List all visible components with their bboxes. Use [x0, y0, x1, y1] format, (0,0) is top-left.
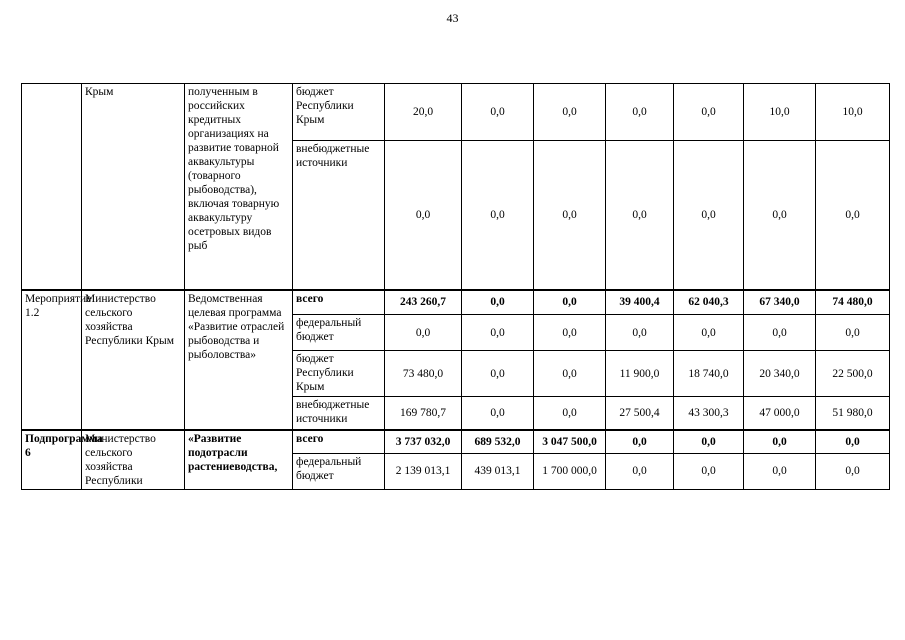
cell-value: 0,0	[816, 141, 890, 290]
cell-value: 0,0	[606, 315, 674, 351]
cell-value: 0,0	[534, 315, 606, 351]
cell-value: 0,0	[674, 315, 744, 351]
cell-value: 20,0	[385, 84, 462, 141]
cell-source: бюджет Республики Крым	[293, 84, 385, 141]
cell-value: 18 740,0	[674, 351, 744, 397]
cell-value: 439 013,1	[462, 454, 534, 489]
cell-source: всего	[293, 430, 385, 454]
page-number: 43	[446, 11, 459, 25]
cell-value: 0,0	[606, 141, 674, 290]
cell-value: 0,0	[534, 84, 606, 141]
cell-value: 689 532,0	[462, 430, 534, 454]
cell-value: 169 780,7	[385, 397, 462, 430]
cell-value: 0,0	[674, 84, 744, 141]
cell-value: 2 139 013,1	[385, 454, 462, 489]
cell-value: 0,0	[534, 141, 606, 290]
cell-value: 0,0	[606, 84, 674, 141]
cell-code: Мероприятие 1.2	[22, 290, 82, 430]
cell-value: 0,0	[816, 430, 890, 454]
cell-value: 0,0	[462, 84, 534, 141]
cell-value: 243 260,7	[385, 290, 462, 315]
cell-value: 62 040,3	[674, 290, 744, 315]
table-row	[22, 290, 890, 315]
budget-table	[21, 83, 890, 490]
cell-source: федеральный бюджет	[293, 315, 385, 351]
cell-value: 0,0	[462, 397, 534, 430]
cell-value: 3 737 032,0	[385, 430, 462, 454]
cell-executor: Крым	[82, 84, 185, 290]
cell-value: 0,0	[534, 290, 606, 315]
cell-value: 0,0	[462, 141, 534, 290]
cell-value: 27 500,4	[606, 397, 674, 430]
cell-executor: Министерство сельского хозяйства Республики	[82, 430, 185, 490]
cell-source: федеральный бюджет	[293, 454, 385, 489]
cell-value: 0,0	[674, 141, 744, 290]
cell-executor: Министерство сельского хозяйства Республики Крым	[82, 290, 185, 430]
cell-value: 22 500,0	[816, 351, 890, 397]
cell-value: 0,0	[385, 315, 462, 351]
table-row	[22, 84, 890, 141]
cell-description: Ведомственная целевая программа «Развитие отраслей рыбоводства и рыболовства»	[185, 290, 293, 430]
cell-source: внебюджетные источники	[293, 141, 385, 290]
cell-value: 43 300,3	[674, 397, 744, 430]
cell-source: внебюджетные источники	[293, 397, 385, 430]
cell-value: 0,0	[534, 351, 606, 397]
cell-value: 11 900,0	[606, 351, 674, 397]
cell-value: 1 700 000,0	[534, 454, 606, 489]
cell-value: 0,0	[606, 430, 674, 454]
cell-value: 0,0	[744, 141, 816, 290]
cell-value: 0,0	[744, 454, 816, 489]
table-row	[22, 430, 890, 454]
cell-value: 0,0	[462, 315, 534, 351]
cell-value: 67 340,0	[744, 290, 816, 315]
cell-value: 0,0	[744, 315, 816, 351]
cell-value: 0,0	[816, 454, 890, 489]
cell-value: 0,0	[462, 351, 534, 397]
cell-value: 74 480,0	[816, 290, 890, 315]
cell-value: 10,0	[744, 84, 816, 141]
cell-source: бюджет Республики Крым	[293, 351, 385, 397]
cell-value: 0,0	[744, 430, 816, 454]
cell-code	[22, 84, 82, 290]
cell-value: 51 980,0	[816, 397, 890, 430]
cell-value: 0,0	[534, 397, 606, 430]
cell-value: 47 000,0	[744, 397, 816, 430]
cell-value: 0,0	[385, 141, 462, 290]
cell-value: 0,0	[606, 454, 674, 489]
cell-value: 0,0	[462, 290, 534, 315]
cell-value: 0,0	[674, 454, 744, 489]
cell-source: всего	[293, 290, 385, 315]
cell-value: 20 340,0	[744, 351, 816, 397]
cell-value: 39 400,4	[606, 290, 674, 315]
cell-description: полученным в российских кредитных организациях на развитие товарной аквакультуры (товарного рыбоводства), включая товарную аквакультуру осетровых видов рыб	[185, 84, 293, 290]
cell-value: 0,0	[674, 430, 744, 454]
cell-value: 0,0	[816, 315, 890, 351]
cell-description: «Развитие подотрасли растениеводства,	[185, 430, 293, 490]
cell-value: 73 480,0	[385, 351, 462, 397]
cell-code: Подпрограмма 6	[22, 430, 82, 490]
cell-value: 3 047 500,0	[534, 430, 606, 454]
cell-value: 10,0	[816, 84, 890, 141]
